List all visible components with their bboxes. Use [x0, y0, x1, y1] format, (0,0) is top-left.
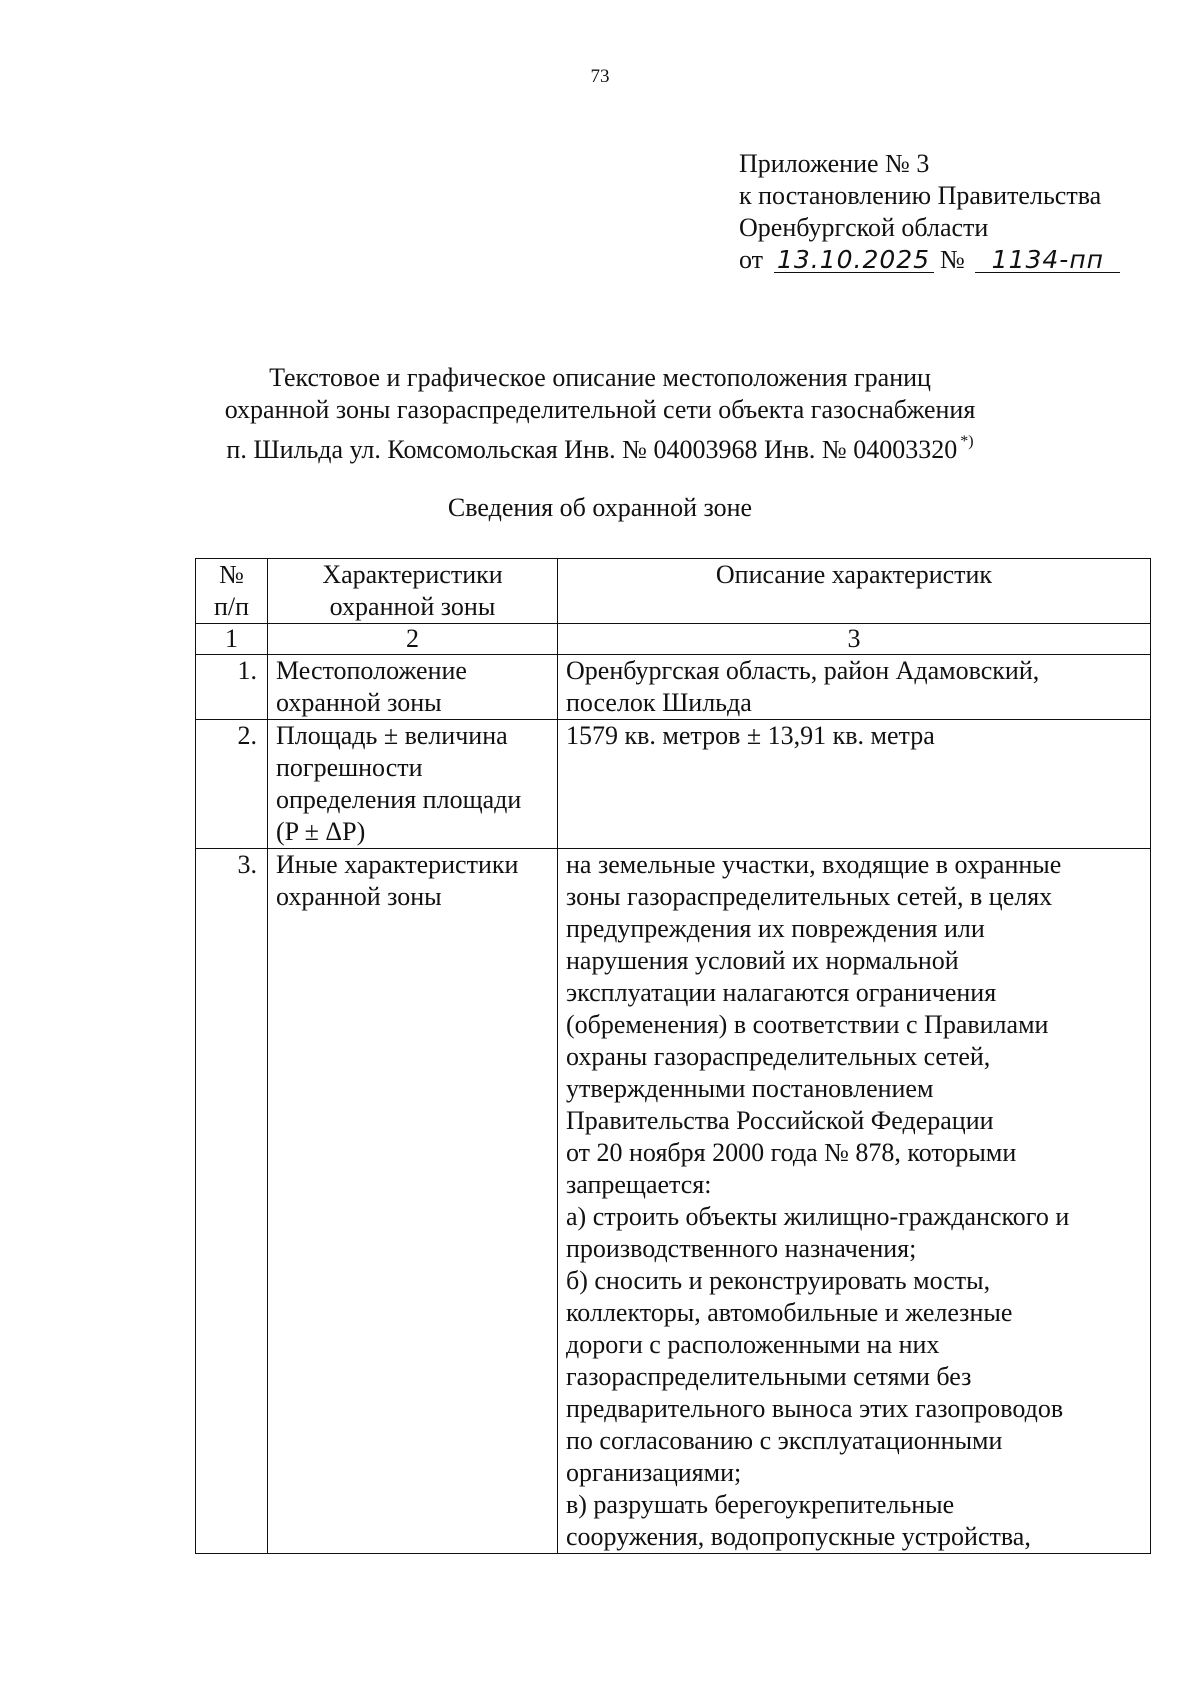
row-characteristic: [268, 655, 558, 720]
description-line: организациями;: [566, 1458, 742, 1487]
page-number: 73: [590, 66, 610, 87]
table-row: [196, 655, 1151, 720]
description-line: от 20 ноября 2000 года № 878, которыми: [566, 1138, 1017, 1167]
characteristic-line: погрешности: [276, 753, 423, 782]
row-characteristic: [268, 849, 558, 1554]
description-line: запрещается:: [566, 1170, 712, 1199]
document-title: [0, 362, 1200, 466]
table-row: [196, 849, 1151, 1554]
description-line: предупреждения их повреждения или: [566, 914, 985, 943]
appendix-line-1: Приложение № 3: [739, 149, 930, 178]
header-number-line-2: п/п: [213, 592, 250, 621]
column-number-1: 1: [196, 624, 268, 655]
row-characteristic: [268, 720, 558, 849]
description-line: утвержденными постановлением: [566, 1074, 934, 1103]
header-number: [196, 559, 268, 624]
characteristic-line: определения площади: [276, 785, 522, 814]
column-number-3: 3: [558, 624, 1151, 655]
title-line-1: Текстовое и графическое описание местоположения границ: [269, 363, 931, 392]
column-number-2: 2: [268, 624, 558, 655]
footnote-mark: *): [960, 433, 974, 450]
description-line: газораспределительными сетями без: [566, 1362, 972, 1391]
table-row: [196, 720, 1151, 849]
description-line: охраны газораспределительных сетей,: [566, 1042, 991, 1071]
appendix-line-2: к постановлению Правительства: [739, 181, 1102, 210]
header-number-line-1: №: [219, 560, 244, 589]
handwritten-number: 1134-пп: [975, 248, 1120, 273]
appendix-line-3: Оренбургской области: [739, 213, 989, 242]
section-title: Сведения об охранной зоне: [447, 493, 753, 522]
header-characteristic-line-2: охранной зоны: [329, 592, 496, 621]
appendix-header: [739, 148, 1120, 276]
characteristic-line: Местоположение: [276, 656, 467, 685]
description-line: поселок Шильда: [566, 688, 752, 717]
description-line: нарушения условий их нормальной: [566, 946, 959, 975]
characteristic-line: охранной зоны: [276, 688, 442, 717]
description-line: а) строить объекты жилищно-гражданского и: [566, 1202, 1070, 1231]
description-line: по согласованию с эксплуатационными: [566, 1426, 1003, 1455]
column-numbers-row: [196, 624, 1151, 655]
title-line-3: п. Шильда ул. Комсомольская Инв. № 04003968 Инв. № 04003320: [226, 435, 958, 464]
number-sign: №: [940, 245, 965, 274]
characteristic-line: Иные характеристики: [276, 850, 519, 879]
description-line: коллекторы, автомобильные и железные: [566, 1298, 1013, 1327]
description-line: Правительства Российской Федерации: [566, 1106, 994, 1135]
description-line: предварительного выноса этих газопроводов: [566, 1394, 1064, 1423]
row-description: [558, 849, 1151, 1554]
description-line: 1579 кв. метров ± 13,91 кв. метра: [566, 721, 935, 750]
row-number: 2.: [196, 720, 268, 849]
date-prefix: от: [739, 245, 764, 274]
characteristic-line: Площадь ± величина: [276, 721, 508, 750]
description-line: в) разрушать берегоукрепительные: [566, 1490, 955, 1519]
description-line: дороги с расположенными на них: [566, 1330, 940, 1359]
characteristic-line: (P ± ΔP): [276, 817, 366, 846]
description-line: зоны газораспределительных сетей, в целях: [566, 882, 1053, 911]
row-description: [558, 720, 1151, 849]
description-line: Оренбургская область, район Адамовский,: [566, 656, 1040, 685]
description-line: производственного назначения;: [566, 1234, 917, 1263]
description-line: сооружения, водопропускные устройства,: [566, 1522, 1031, 1551]
characteristic-line: охранной зоны: [276, 882, 442, 911]
row-number: 3.: [196, 849, 268, 1554]
header-description: Описание характеристик: [558, 559, 1151, 624]
description-line: б) сносить и реконструировать мосты,: [566, 1266, 991, 1295]
description-line: на земельные участки, входящие в охранные: [566, 850, 1062, 879]
handwritten-date: 13.10.2025: [774, 248, 934, 273]
title-line-3-wrap: [0, 426, 1200, 466]
header-characteristic: [268, 559, 558, 624]
row-description: [558, 655, 1151, 720]
protection-zone-table: [195, 558, 1151, 1554]
description-line: эксплуатации налагаются ограничения: [566, 978, 997, 1007]
appendix-date-row: [739, 244, 1120, 276]
table-header-row: [196, 559, 1151, 624]
title-line-2: охранной зоны газораспределительной сети объекта газоснабжения: [224, 395, 976, 424]
description-line: (обременения) в соответствии с Правилами: [566, 1010, 1049, 1039]
header-characteristic-line-1: Характеристики: [322, 560, 503, 589]
row-number: 1.: [196, 655, 268, 720]
